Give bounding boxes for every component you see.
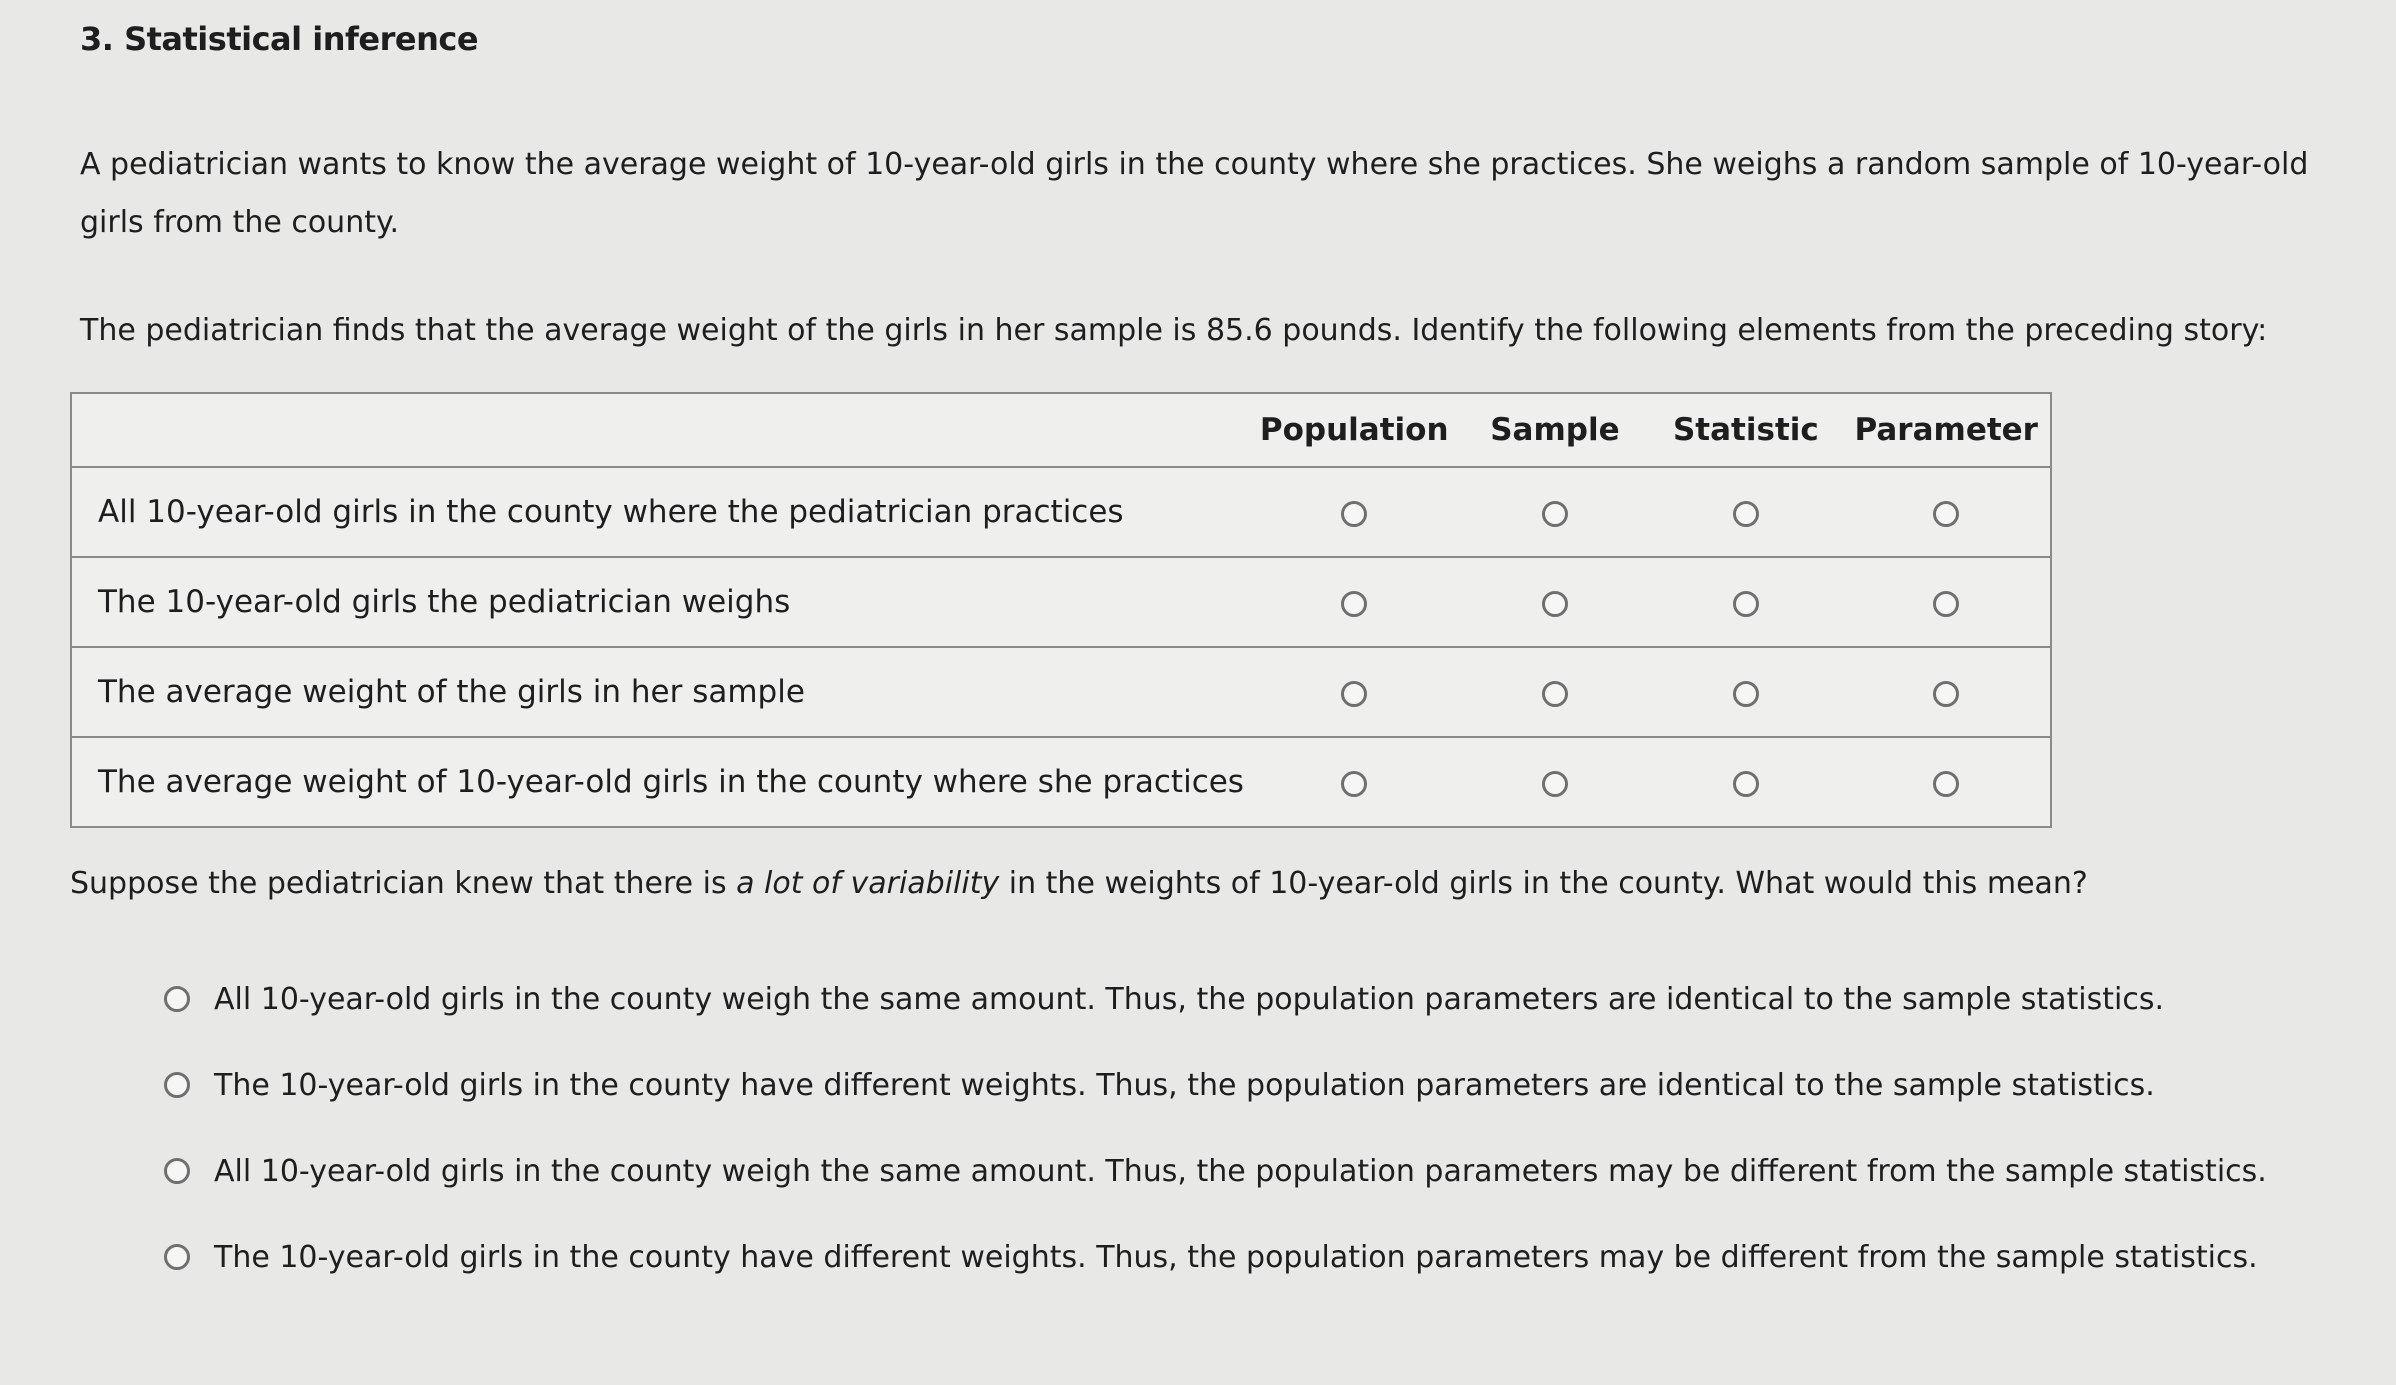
answer-option-label: The 10-year-old girls in the county have different weights. Thus, the population parameters are identical to the sample statistics. bbox=[214, 1067, 2155, 1103]
radio-row2-sample[interactable] bbox=[1542, 591, 1568, 617]
variability-text-after: in the weights of 10-year-old girls in the county. What would this mean? bbox=[999, 866, 2088, 901]
question-title: 3. Statistical inference bbox=[80, 20, 479, 58]
answer-radio-2[interactable] bbox=[164, 1072, 190, 1098]
question-instructions: The pediatrician finds that the average weight of the girls in her sample is 85.6 pounds. Identify the following elements from the preceding story: bbox=[80, 313, 2268, 348]
radio-row1-sample[interactable] bbox=[1542, 501, 1568, 527]
column-header-statistic: Statistic bbox=[1649, 393, 1842, 467]
variability-question bbox=[70, 866, 2088, 901]
answer-radio-3[interactable] bbox=[164, 1158, 190, 1184]
column-header-population: Population bbox=[1248, 393, 1461, 467]
answer-option-label: All 10-year-old girls in the county weigh the same amount. Thus, the population parameters are identical to the sample statistics. bbox=[214, 981, 2164, 1017]
radio-row3-parameter[interactable] bbox=[1933, 681, 1959, 707]
classification-table bbox=[70, 392, 2052, 828]
radio-row3-statistic[interactable] bbox=[1733, 681, 1759, 707]
answer-option-3[interactable] bbox=[164, 1128, 2267, 1214]
answer-options bbox=[164, 956, 2267, 1300]
row-label: The average weight of 10-year-old girls in the county where she practices bbox=[71, 737, 1248, 827]
answer-option-1[interactable] bbox=[164, 956, 2267, 1042]
column-header-sample: Sample bbox=[1461, 393, 1650, 467]
radio-row4-sample[interactable] bbox=[1542, 771, 1568, 797]
answer-option-label: All 10-year-old girls in the county weigh the same amount. Thus, the population parameters may be different from the sample statistics. bbox=[214, 1153, 2267, 1189]
answer-option-label: The 10-year-old girls in the county have different weights. Thus, the population parameters may be different from the sample statistics. bbox=[214, 1239, 2258, 1275]
variability-text-before: Suppose the pediatrician knew that there is bbox=[70, 866, 737, 901]
answer-radio-4[interactable] bbox=[164, 1244, 190, 1270]
question-scenario: A pediatrician wants to know the average weight of 10-year-old girls in the county where she practices. She weighs a random sample of 10-year-old girls from the county. bbox=[80, 147, 2309, 240]
radio-row1-parameter[interactable] bbox=[1933, 501, 1959, 527]
row-label: The average weight of the girls in her sample bbox=[71, 647, 1248, 737]
table-row bbox=[71, 557, 2051, 647]
variability-emphasis: a lot of variability bbox=[736, 866, 1000, 901]
radio-row3-sample[interactable] bbox=[1542, 681, 1568, 707]
table-corner-cell bbox=[71, 393, 1248, 467]
radio-row4-population[interactable] bbox=[1341, 771, 1367, 797]
table-row bbox=[71, 467, 2051, 557]
answer-option-4[interactable] bbox=[164, 1214, 2267, 1300]
row-label: The 10-year-old girls the pediatrician weighs bbox=[71, 557, 1248, 647]
answer-radio-1[interactable] bbox=[164, 986, 190, 1012]
radio-row4-parameter[interactable] bbox=[1933, 771, 1959, 797]
table-row bbox=[71, 737, 2051, 827]
radio-row2-parameter[interactable] bbox=[1933, 591, 1959, 617]
radio-row1-population[interactable] bbox=[1341, 501, 1367, 527]
column-header-parameter: Parameter bbox=[1843, 393, 2052, 467]
row-label: All 10-year-old girls in the county where the pediatrician practices bbox=[71, 467, 1248, 557]
answer-option-2[interactable] bbox=[164, 1042, 2267, 1128]
radio-row4-statistic[interactable] bbox=[1733, 771, 1759, 797]
radio-row1-statistic[interactable] bbox=[1733, 501, 1759, 527]
radio-row2-population[interactable] bbox=[1341, 591, 1367, 617]
table-row bbox=[71, 647, 2051, 737]
table-header-row bbox=[71, 393, 2051, 467]
radio-row2-statistic[interactable] bbox=[1733, 591, 1759, 617]
radio-row3-population[interactable] bbox=[1341, 681, 1367, 707]
